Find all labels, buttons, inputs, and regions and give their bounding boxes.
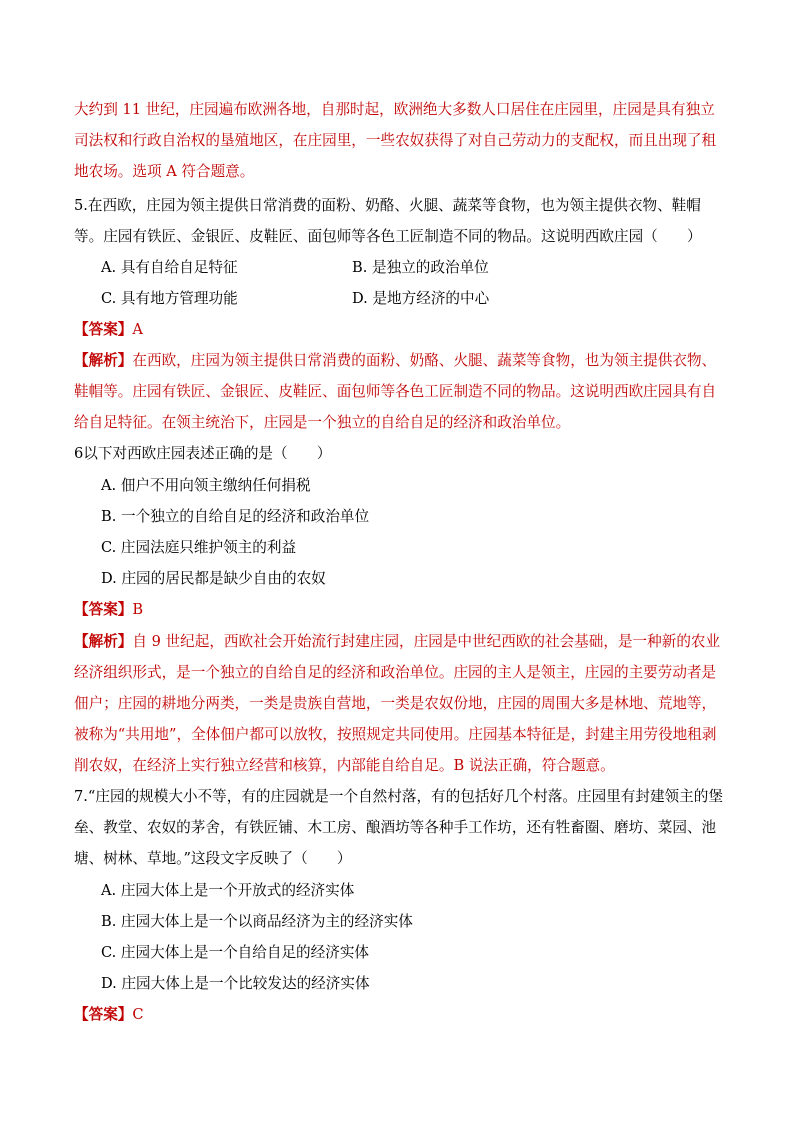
q7-option-b: B. 庄园大体上是一个以商品经济为主的经济实体 (101, 913, 413, 930)
q5-stem: 5.在西欧，庄园为领主提供日常消费的面粉、奶酪、火腿、蔬菜等食物，也为领主提供衣物、鞋帽等。庄园有铁匠、金银匠、皮鞋匠、面包师等各色工匠制造不同的物品。这说明西欧庄园（ ） (74, 197, 702, 245)
q5-option-d: D. 是地方经济的中心 (352, 290, 490, 307)
q6-option-a: A. 佃户不用向领主缴纳任何捐税 (101, 477, 311, 494)
q7-answer (74, 999, 724, 1030)
q5-analysis-text: 在西欧，庄园为领主提供日常消费的面粉、奶酪、火腿、蔬菜等食物，也为领主提供衣物、鞋帽等。庄园有铁匠、金银匠、皮鞋匠、面包师等各色工匠制造不同的物品。这说明西欧庄园具有自给自足特征。在领主统治下，庄园是一个独立的自给自足的经济和政治单位。 (74, 352, 717, 431)
q6-answer (74, 594, 724, 625)
q7-option-d: D. 庄园大体上是一个比较发达的经济实体 (101, 975, 370, 992)
q6-stem: 6以下对西欧庄园表述正确的是（ ） (74, 445, 332, 462)
q5-answer-label: 【答案】 (74, 321, 133, 338)
q6-answer-value: B (132, 601, 144, 618)
q7-option-a: A. 庄园大体上是一个开放式的经济实体 (101, 882, 355, 899)
q5-analysis-label: 【解析】 (74, 352, 133, 369)
q5-analysis (74, 345, 724, 438)
q6-analysis (74, 626, 724, 781)
q6-option-c: C. 庄园法庭只维护领主的利益 (101, 539, 297, 556)
q6-answer-label: 【答案】 (74, 601, 133, 618)
q7-answer-label: 【答案】 (74, 1006, 133, 1023)
q6-option-d: D. 庄园的居民都是缺少自由的农奴 (101, 570, 326, 587)
q7-answer-value: C (132, 1006, 144, 1023)
q5-option-c: C. 具有地方管理功能 (101, 290, 238, 307)
q5-answer (74, 314, 724, 345)
q4-explanation-tail: 大约到 11 世纪，庄园遍布欧洲各地，自那时起，欧洲绝大多数人口居住在庄园里，庄园是具有独立司法权和行政自治权的垦殖地区，在庄园里，一些农奴获得了对自己劳动力的支配权，而且出现了租地农场。选项 A 符合题意。 (74, 101, 717, 180)
q7-option-c: C. 庄园大体上是一个自给自足的经济实体 (101, 944, 370, 961)
q5-option-b: B. 是独立的政治单位 (352, 259, 489, 276)
q7-stem: 7.“庄园的规模大小不等，有的庄园就是一个自然村落，有的包括好几个村落。庄园里有封建领主的堡垒、教堂、农奴的茅舍，有铁匠铺、木工房、酿酒坊等各种手工作坊，还有牲畜圈、磨坊、菜园、池塘、树林、草地。”这段文字反映了（ ） (74, 788, 723, 867)
q5-answer-value: A (132, 321, 143, 338)
q6-option-b: B. 一个独立的自给自足的经济和政治单位 (101, 508, 370, 525)
q6-analysis-label: 【解析】 (74, 633, 133, 650)
q5-option-a: A. 具有自给自足特征 (101, 259, 238, 276)
q6-analysis-text: 自 9 世纪起，西欧社会开始流行封建庄园，庄园是中世纪西欧的社会基础，是一种新的农业经济组织形式，是一个独立的自给自足的经济和政治单位。庄园的主人是领主，庄园的主要劳动者是佃户；庄园的耕地分两类，一类是贵族自营地，一类是农奴份地，庄园的周围大多是林地、荒地等，被称为“共用地”，全体佃户都可以放牧，按照规定共同使用。庄园基本特征是，封建主用劳役地租剥削农奴，在经济上实行独立经营和核算，内部能自给自足。B 说法正确，符合题意。 (74, 633, 721, 774)
